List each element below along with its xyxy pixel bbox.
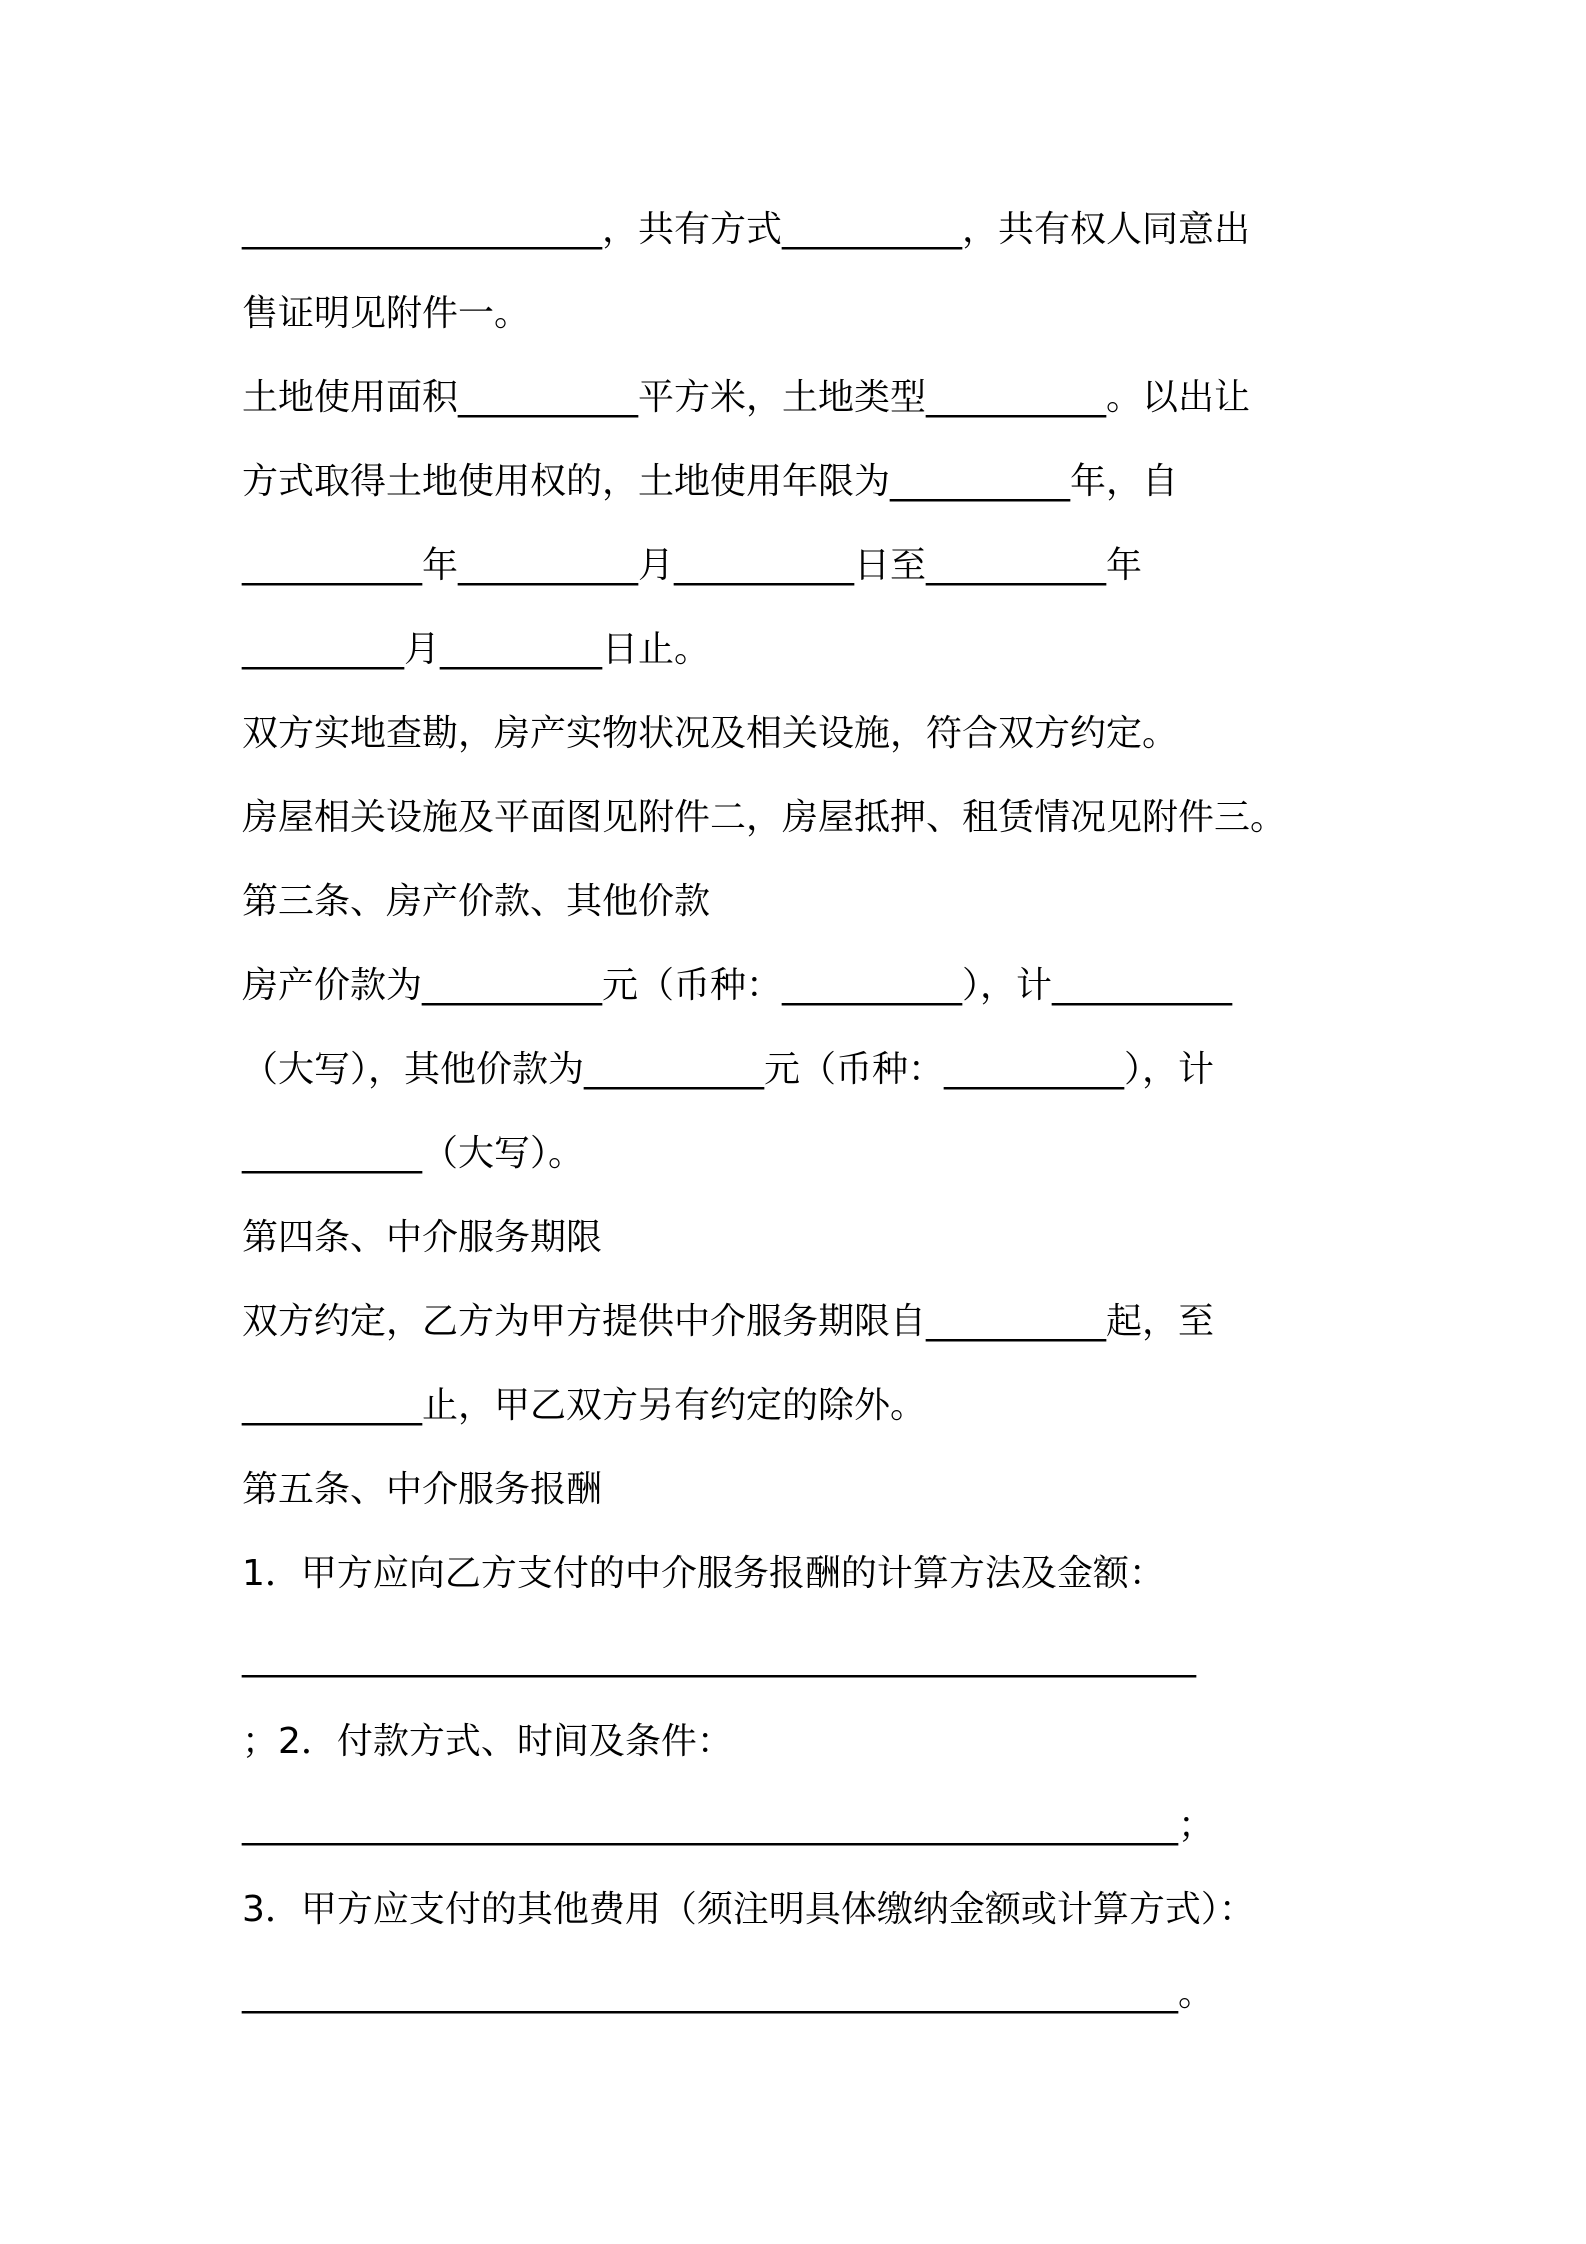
text-line-payment-method: ；2．付款方式、时间及条件： — [242, 1721, 733, 1762]
text-line-service-period-end: __________止，甲乙双方另有约定的除外。 — [242, 1385, 927, 1426]
heading-article-5: 第五条、中介服务报酬 — [242, 1469, 603, 1510]
heading-article-3: 第三条、房产价款、其他价款 — [242, 881, 711, 922]
text-line-service-period: 双方约定，乙方为甲方提供中介服务期限自__________起，至 — [242, 1301, 1215, 1342]
text-line-land-area: 土地使用面积__________平方米，土地类型__________。以出让 — [242, 377, 1251, 418]
text-line-property-price: 房产价款为__________元（币种：__________），计__________ — [242, 965, 1233, 1006]
text-line-payment-blank: ____________________________________________________； — [242, 1805, 1214, 1846]
text-line-other-price: （大写），其他价款为__________元（币种：__________），计 — [242, 1049, 1215, 1090]
text-line-date-from: __________年__________月__________日至__________年 — [242, 545, 1142, 586]
text-line-other-price-capital: __________（大写）。 — [242, 1133, 585, 1174]
text-line-date-to: _________月_________日止。 — [242, 629, 711, 670]
text-line-sale-certificate: 售证明见附件一。 — [242, 293, 531, 334]
heading-article-4: 第四条、中介服务期限 — [242, 1217, 603, 1258]
text-line-facilities: 房屋相关设施及平面图见附件二，房屋抵押、租赁情况见附件三。 — [242, 797, 1287, 838]
text-line-inspection: 双方实地查勘，房产实物状况及相关设施，符合双方约定。 — [242, 713, 1179, 754]
text-line-co-ownership: ____________________，共有方式__________，共有权人同意出 — [242, 209, 1251, 250]
text-line-land-term: 方式取得土地使用权的，土地使用年限为__________年，自 — [242, 461, 1179, 502]
text-line-other-fees-blank: ____________________________________________________。 — [242, 1973, 1214, 2014]
text-line-other-fees: 3．甲方应支付的其他费用（须注明具体缴纳金额或计算方式）： — [242, 1889, 1255, 1930]
text-line-fee-calculation: 1．甲方应向乙方支付的中介服务报酬的计算方法及金额： — [242, 1553, 1165, 1594]
text-line-fee-blank: _____________________________________________________ — [242, 1637, 1196, 1678]
